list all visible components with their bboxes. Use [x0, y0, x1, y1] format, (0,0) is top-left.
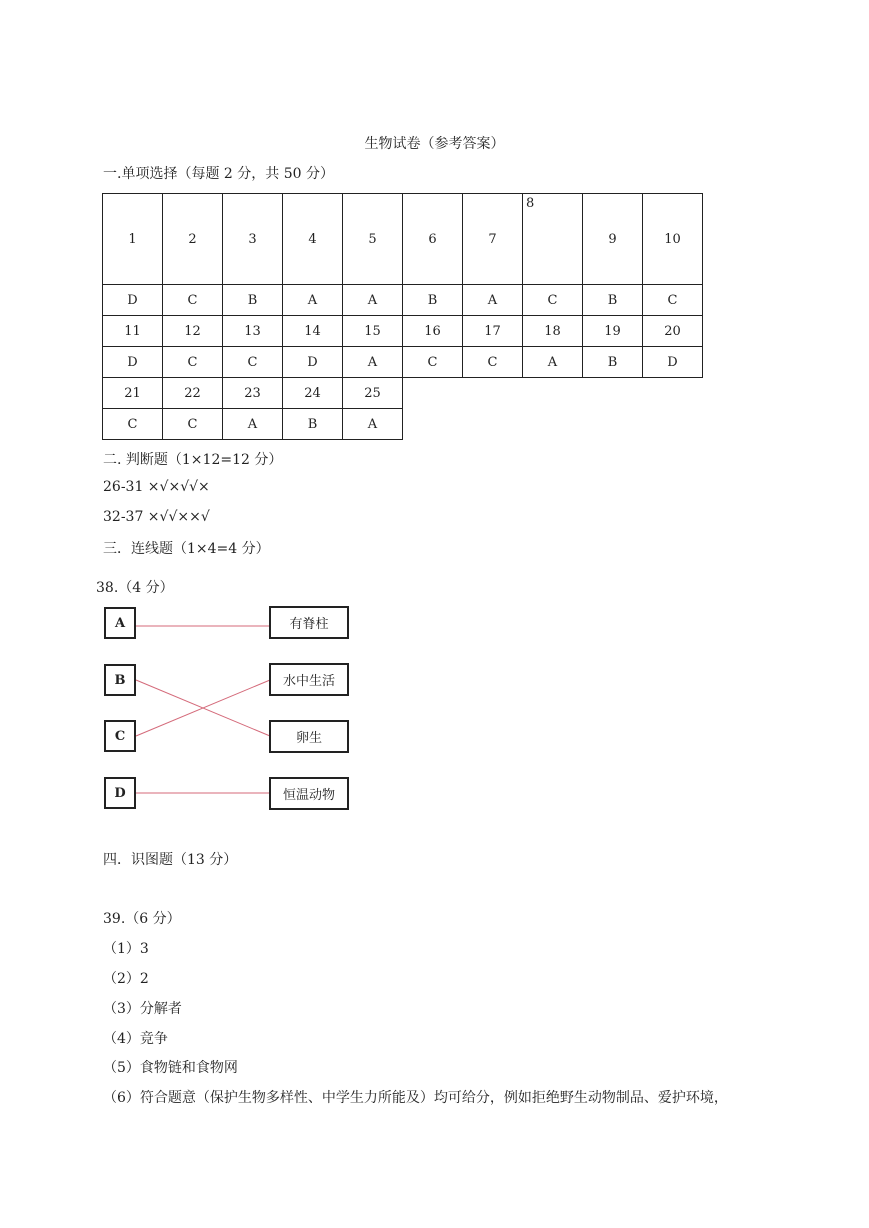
match-left-box-a: A — [104, 607, 136, 639]
question-number: 1 — [103, 194, 163, 285]
answer-cell: A — [343, 285, 403, 316]
answer-line: （2）2 — [103, 971, 149, 987]
section-4-heading: 四．识图题（13 分） — [103, 852, 238, 868]
question-38-label: 38.（4 分） — [96, 580, 174, 596]
question-number: 21 — [103, 378, 163, 409]
answer-cell: B — [223, 285, 283, 316]
question-number: 14 — [283, 316, 343, 347]
answer-cell: C — [403, 347, 463, 378]
question-number: 25 — [343, 378, 403, 409]
match-right-box: 恒温动物 — [269, 777, 349, 810]
answer-cell: B — [583, 285, 643, 316]
question-number: 2 — [163, 194, 223, 285]
judgment-answers-line: 32-37 ×√√××√ — [103, 509, 210, 525]
answer-cell: B — [583, 347, 643, 378]
page-title: 生物试卷（参考答案） — [364, 136, 505, 152]
question-number: 17 — [463, 316, 523, 347]
answer-line: （5）食物链和食物网 — [103, 1060, 238, 1076]
question-number: 18 — [523, 316, 583, 347]
answer-cell: C — [223, 347, 283, 378]
question-number: 22 — [163, 378, 223, 409]
match-left-box-d: D — [104, 777, 136, 809]
section-2-heading: 二. 判断题（1×12=12 分） — [103, 452, 283, 468]
answer-cell: D — [643, 347, 703, 378]
answer-cell: D — [103, 285, 163, 316]
question-number: 13 — [223, 316, 283, 347]
answer-cell: A — [523, 347, 583, 378]
question-number-label: 8 — [526, 196, 535, 211]
question-number: 20 — [643, 316, 703, 347]
question-number: 15 — [343, 316, 403, 347]
answer-cell: C — [163, 285, 223, 316]
question-number: 5 — [343, 194, 403, 285]
answer-line: （3）分解者 — [103, 1001, 182, 1017]
match-right-box: 水中生活 — [269, 663, 349, 696]
answer-cell: A — [463, 285, 523, 316]
question-number: 19 — [583, 316, 643, 347]
answer-cell: B — [283, 409, 343, 440]
section-1-heading: 一.单项选择（每题 2 分，共 50 分） — [103, 166, 334, 182]
answer-cell: D — [103, 347, 163, 378]
question-number: 7 — [463, 194, 523, 285]
question-number: 4 — [283, 194, 343, 285]
match-left-box-c: C — [104, 720, 136, 752]
match-left-box-b: B — [104, 664, 136, 696]
question-number: 6 — [403, 194, 463, 285]
answer-line: （4）竞争 — [103, 1031, 168, 1047]
answer-cell: B — [403, 285, 463, 316]
answer-cell: A — [283, 285, 343, 316]
answer-cell: D — [283, 347, 343, 378]
question-number: 3 — [223, 194, 283, 285]
question-number: 11 — [103, 316, 163, 347]
question-number: 24 — [283, 378, 343, 409]
question-39-label: 39.（6 分） — [103, 911, 181, 927]
section-3-heading: 三．连线题（1×4=4 分） — [103, 541, 270, 557]
answer-line: （6）符合题意（保护生物多样性、中学生力所能及）均可给分，例如拒绝野生动物制品、爱护环境， — [103, 1090, 728, 1106]
judgment-answers-line: 26-31 ×√×√√× — [103, 479, 210, 495]
answer-line: （1）3 — [103, 941, 149, 957]
answer-cell: C — [523, 285, 583, 316]
answer-cell: C — [163, 347, 223, 378]
question-number: 12 — [163, 316, 223, 347]
answer-cell: C — [103, 409, 163, 440]
question-number: 16 — [403, 316, 463, 347]
answer-cell: C — [163, 409, 223, 440]
answer-cell: A — [343, 347, 403, 378]
question-number: 10 — [643, 194, 703, 285]
match-right-box: 卵生 — [269, 720, 349, 753]
match-right-box: 有脊柱 — [269, 606, 349, 639]
question-number: 9 — [583, 194, 643, 285]
answer-cell: C — [643, 285, 703, 316]
answer-cell: A — [223, 409, 283, 440]
answer-cell: A — [343, 409, 403, 440]
answer-cell: C — [463, 347, 523, 378]
question-number: 23 — [223, 378, 283, 409]
